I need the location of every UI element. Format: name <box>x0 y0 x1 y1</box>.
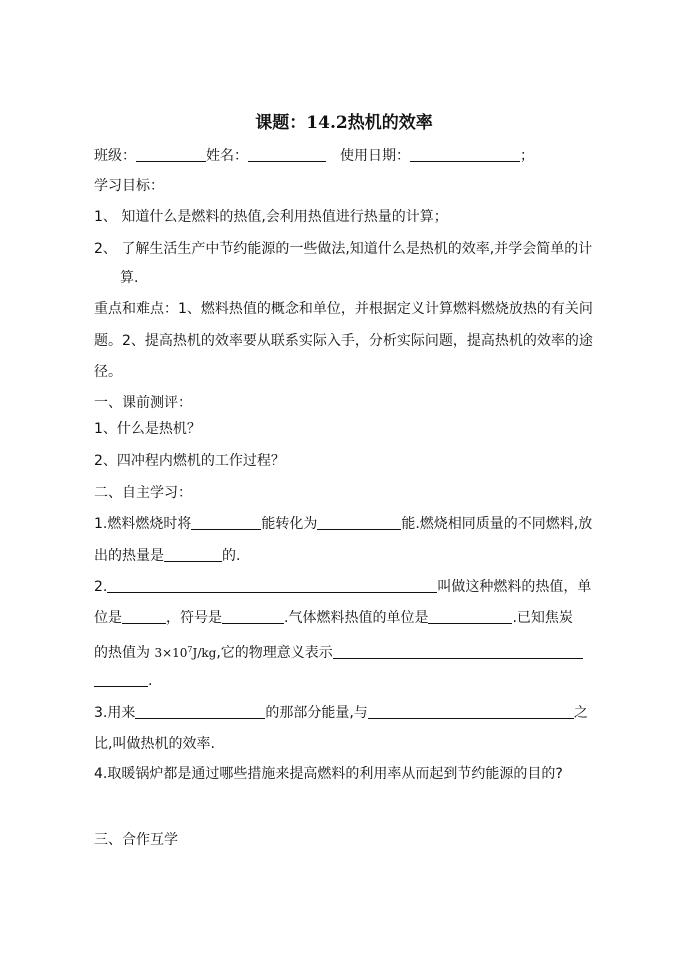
q3-blank-1[interactable] <box>135 704 265 719</box>
pretest-heading: 一、课前测评： <box>94 395 192 411</box>
q2-blank-meaning[interactable] <box>333 644 583 659</box>
key-points-line-1: 重点和难点：1、燃料热值的概念和单位，并根据定义计算燃料燃烧放热的有关问 <box>94 301 593 317</box>
goal-item-2-cont: 算. <box>120 270 139 286</box>
key-points-line-2: 题。2、提高热机的效率要从联系实际入手，分析实际问题，提高热机的效率的途 <box>94 333 593 349</box>
class-info-row <box>94 146 594 166</box>
date-blank[interactable] <box>410 147 520 162</box>
q2-blank-definition[interactable] <box>107 578 437 593</box>
self-study-q2-line-3: 的热值为 $3\times 10^7J/kg$,它的物理意义表示 <box>94 640 594 663</box>
name-blank[interactable] <box>248 147 326 162</box>
self-study-q2-line-2: 位是 ，符号是 .气体燃料热值的单位是 .已知焦炭 <box>94 610 573 626</box>
q1-blank-1[interactable] <box>191 515 261 530</box>
row-end: ； <box>520 148 534 164</box>
q2-blank-meaning-cont[interactable] <box>94 672 148 687</box>
q1-blank-3[interactable] <box>164 547 222 562</box>
q3-blank-2[interactable] <box>368 704 574 719</box>
goals-heading: 学习目标： <box>94 178 164 194</box>
self-study-q3-line-1: 3.用来 的那部分能量,与 之 <box>94 705 588 721</box>
q2-blank-unit[interactable] <box>122 609 166 624</box>
self-study-q3-line-2: 比,叫做热机的效率. <box>94 736 215 752</box>
self-study-q2-line-4: . <box>94 671 594 691</box>
coke-heat-value: $3\times 10^7J/kg$ <box>154 645 217 660</box>
self-study-heading: 二、自主学习： <box>94 485 192 501</box>
key-points-line-3: 径。 <box>94 364 122 380</box>
pretest-question-2: 2、四冲程内燃机的工作过程？ <box>94 453 285 469</box>
q2-blank-gas-unit[interactable] <box>428 609 512 624</box>
class-label: 班级： <box>94 148 136 164</box>
pretest-question-1: 1、什么是热机？ <box>94 421 201 437</box>
cooperate-heading: 三、合作互学 <box>94 832 178 848</box>
goal-item-2: 2、 了解生活生产中节约能源的一些做法,知道什么是热机的效率,并学会简单的计 <box>94 241 593 257</box>
self-study-q1-line-1: 1.燃料燃烧时将 能转化为 能.燃烧相同质量的不同燃料,放 <box>94 516 593 532</box>
date-label: 使用日期： <box>340 148 410 164</box>
name-label: 姓名： <box>206 148 248 164</box>
self-study-q2-line-1: 2. 叫做这种燃料的热值，单 <box>94 579 592 595</box>
self-study-q4: 4.取暖锅炉都是通过哪些措施来提高燃料的利用率从而起到节约能源的目的? <box>94 766 563 782</box>
self-study-q1-line-2: 出的热量是 的. <box>94 548 241 564</box>
q1-blank-2[interactable] <box>317 515 401 530</box>
page-title: 课题：14.2热机的效率 <box>255 113 433 133</box>
class-blank[interactable] <box>136 147 206 162</box>
goal-item-1: 1、 知道什么是燃料的热值,会利用热值进行热量的计算； <box>94 209 448 225</box>
q2-blank-symbol[interactable] <box>222 609 284 624</box>
